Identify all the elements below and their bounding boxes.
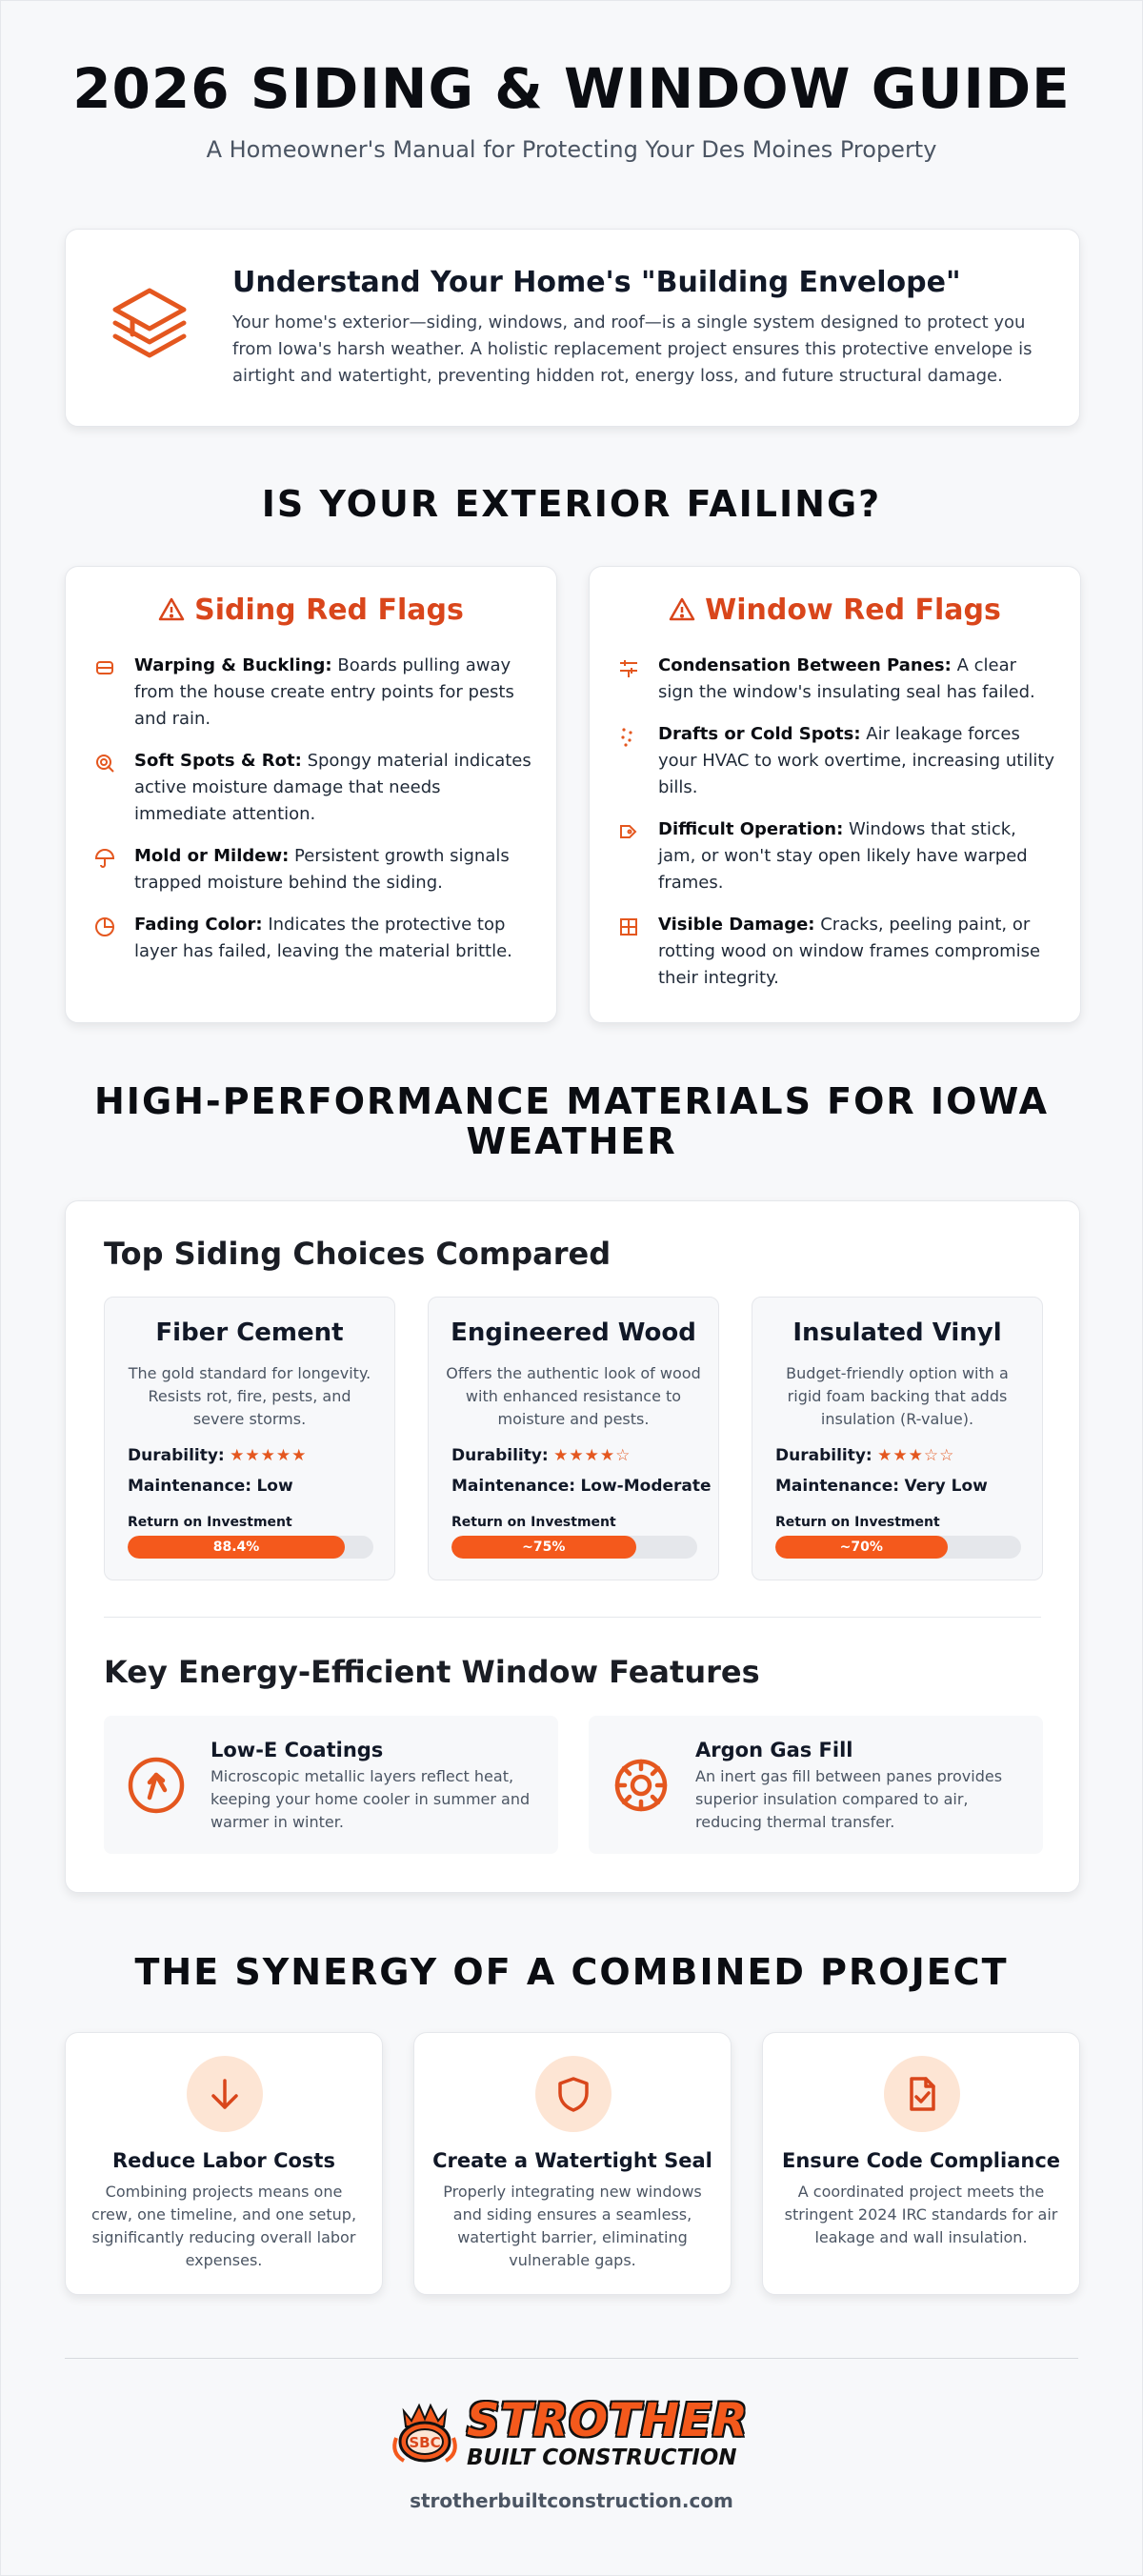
flag-text: Cracks, peeling paint, or rotting wood on window frames compromise their integrity.: [658, 915, 1041, 988]
flag-term: Condensation Between Panes:: [658, 655, 952, 675]
materials-heading: HIGH-PERFORMANCE MATERIALS FOR IOWA WEATHER: [94, 1080, 1049, 1162]
maintenance-value: Very Low: [904, 1477, 988, 1496]
flag-text: Spongy material indicates active moisture damage that needs immediate attention.: [134, 751, 531, 824]
shield-icon: [554, 2075, 592, 2113]
flag-term: Mold or Mildew:: [134, 846, 290, 866]
flag-term: Drafts or Cold Spots:: [658, 724, 861, 744]
siding-option-engineered-wood: Engineered Wood Offers the authentic look of wood with enhanced resistance to moisture and pests. Durability: ★★★★☆ Maintenance: Low-Moderate Return on Investment ~75%: [428, 1297, 719, 1580]
envelope-body: Your home's exterior—siding, windows, and roof—is a single system designed to protect you from Iowa's harsh weather. A holistic replacement project ensures this protective envelope is airtight and watertight, preventing hidden rot, energy loss, and future structural damage.: [232, 312, 1033, 386]
maintenance-value: Low-Moderate: [580, 1477, 712, 1496]
list-item: [618, 816, 1056, 896]
window-flags-list: [618, 653, 1056, 1007]
gear-icon: [612, 1756, 671, 1815]
siding-option-insulated-vinyl: Insulated Vinyl Budget-friendly option with a rigid foam backing that adds insulation (R-value). Durability: ★★★☆☆ Maintenance: Very Low Return on Investment ~70%: [752, 1297, 1043, 1580]
divider: [104, 1617, 1041, 1618]
durability-stars: ★★★☆☆: [877, 1446, 955, 1465]
flag-text: A clear sign the window's insulating seal has failed.: [658, 655, 1035, 702]
feature-low-e: Low-E Coatings Microscopic metallic layers reflect heat, keeping your home cooler in summer and warmer in winter.: [104, 1716, 558, 1854]
flag-text: Windows that stick, jam, or won't stay open likely have warped frames.: [658, 819, 1028, 893]
list-item: [618, 653, 1056, 706]
flag-text: Air leakage forces your HVAC to work overtime, increasing utility bills.: [658, 724, 1055, 797]
umbrella-icon: [94, 848, 115, 869]
flag-text: Boards pulling away from the house create entry points for pests and rain.: [134, 655, 514, 729]
window-flags-title: Window Red Flags: [705, 594, 1001, 627]
synergy-heading: THE SYNERGY OF A COMBINED PROJECT: [134, 1951, 1009, 1993]
roi-progress-bar: ~75%: [451, 1536, 697, 1559]
target-icon: [94, 753, 115, 774]
building-envelope-card: [65, 229, 1080, 427]
list-item: [94, 653, 532, 733]
list-item: [94, 912, 532, 965]
roi-progress-bar: ~70%: [775, 1536, 1021, 1559]
flag-term: Warping & Buckling:: [134, 655, 332, 675]
siding-comparison-title: Top Siding Choices Compared: [104, 1236, 612, 1272]
company-logo: [387, 2390, 758, 2476]
flag-text: Persistent growth signals trapped moisture behind the siding.: [134, 846, 510, 893]
logo-wordmark: STROTHER: [467, 2394, 749, 2447]
arrow-down-icon: [206, 2075, 244, 2113]
roi-progress-bar: 88.4%: [128, 1536, 373, 1559]
page-title: 2026 SIDING & WINDOW GUIDE: [72, 56, 1071, 121]
materials-card: [65, 1200, 1080, 1893]
flag-term: Difficult Operation:: [658, 819, 844, 839]
siding-flags-list: [94, 653, 532, 980]
tag-icon: [618, 821, 639, 842]
flag-term: Visible Damage:: [658, 915, 815, 935]
window-red-flags-card: [589, 566, 1081, 1023]
arrow-reflect-icon: [127, 1756, 186, 1815]
flag-term: Soft Spots & Rot:: [134, 751, 302, 771]
envelope-title: Understand Your Home's "Building Envelope": [232, 266, 961, 299]
sliders-icon: [618, 657, 639, 678]
window-features-title: Key Energy-Efficient Window Features: [104, 1654, 760, 1690]
list-item: [94, 843, 532, 896]
siding-option-fiber-cement: Fiber Cement The gold standard for longevity. Resists rot, fire, pests, and severe storms. Durability: ★★★★★ Maintenance: Low Return on Investment 88.4%: [104, 1297, 395, 1580]
failing-heading: IS YOUR EXTERIOR FAILING?: [261, 483, 882, 525]
synergy-card-labor: Reduce Labor Costs Combining projects means one crew, one timeline, and one setup, significantly reducing overall labor expenses.: [65, 2032, 383, 2295]
layers-icon: [104, 279, 195, 371]
list-item: [618, 912, 1056, 992]
window-frame-icon: [618, 916, 639, 937]
feature-argon-gas: Argon Gas Fill An inert gas fill between panes provides superior insulation compared to air, reducing thermal transfer.: [589, 1716, 1043, 1854]
svg-text:SBC: SBC: [409, 2434, 441, 2451]
document-check-icon: [903, 2075, 941, 2113]
list-item: [94, 748, 532, 828]
flag-text: Indicates the protective top layer has failed, leaving the material brittle.: [134, 915, 512, 961]
flag-term: Fading Color:: [134, 915, 263, 935]
warped-board-icon: [94, 657, 115, 678]
website-link[interactable]: strotherbuiltconstruction.com: [410, 2489, 733, 2512]
logo-tagline: BUILT CONSTRUCTION: [467, 2445, 737, 2470]
footer-divider: [65, 2358, 1078, 2359]
synergy-card-code: Ensure Code Compliance A coordinated project meets the stringent 2024 IRC standards for air leakage and wall insulation.: [762, 2032, 1080, 2295]
crown-badge-icon: [387, 2394, 463, 2470]
maintenance-value: Low: [256, 1477, 293, 1496]
list-item: [618, 721, 1056, 801]
warning-icon: [158, 596, 185, 623]
siding-flags-heading: [66, 594, 556, 627]
durability-stars: ★★★★★: [230, 1446, 308, 1465]
siding-red-flags-card: [65, 566, 557, 1023]
synergy-card-seal: Create a Watertight Seal Properly integrating new windows and siding ensures a seamless, watertight barrier, eliminating vulnerable gaps.: [413, 2032, 732, 2295]
dots-icon: [618, 726, 639, 747]
window-flags-heading: [590, 594, 1080, 627]
page-subtitle: A Homeowner's Manual for Protecting Your Des Moines Property: [206, 136, 937, 163]
siding-flags-title: Siding Red Flags: [194, 594, 464, 627]
durability-stars: ★★★★☆: [553, 1446, 632, 1465]
pie-icon: [94, 916, 115, 937]
warning-icon: [669, 596, 695, 623]
